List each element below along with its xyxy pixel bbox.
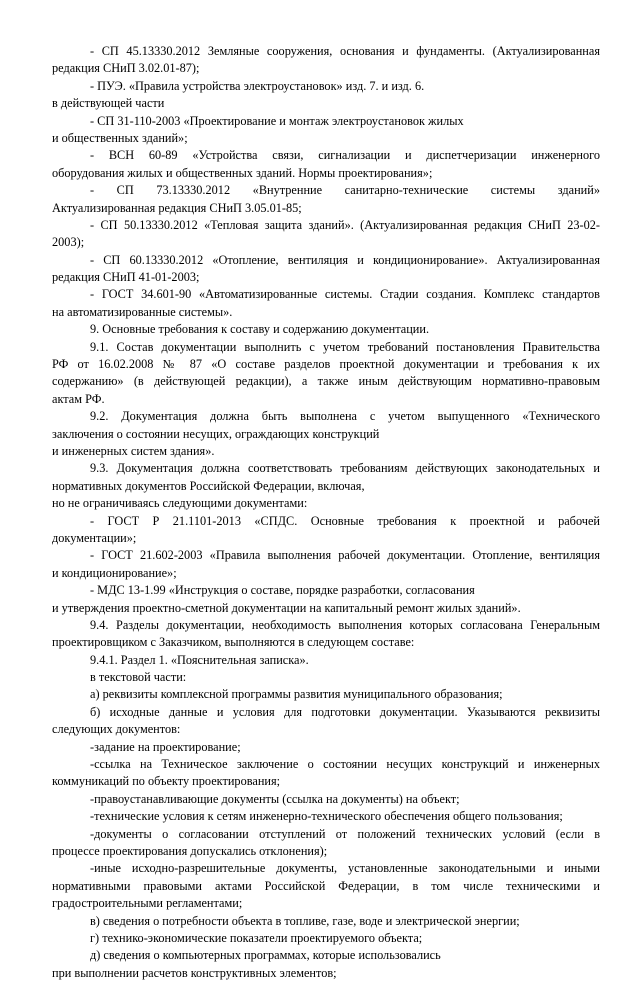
text-line: -правоустанавливающие документы (ссылка на документы) на объект; xyxy=(90,791,460,806)
text-line: документации»; xyxy=(52,530,137,545)
text-line: проектировщиком с Заказчиком, выполняются в следующем составе: xyxy=(52,635,415,650)
text-line: актам РФ. xyxy=(52,391,105,406)
text-line: нормативными правовыми актами Российской Федерации, в том числе техническими и xyxy=(52,878,600,893)
text-line: 9.4. Разделы документации, необходимость выполнения которых согласована Генеральным xyxy=(90,617,600,632)
text-line: 9.4.1. Раздел 1. «Пояснительная записка». xyxy=(90,652,309,667)
text-line: 9.1. Состав документации выполнить с учетом требований постановления Правительства xyxy=(90,339,600,354)
text-line: заключения о состоянии несущих, ограждающих конструкций xyxy=(52,426,380,441)
text-line: градостроительными регламентами; xyxy=(52,896,243,911)
text-line: нормативных документов Российской Федерации, включая, xyxy=(52,478,365,493)
text-line: - МДС 13-1.99 «Инструкция о составе, порядке разработки, согласования xyxy=(90,583,475,598)
text-line: редакция СНиП 41-01-2003; xyxy=(52,270,200,285)
text-line: 9. Основные требования к составу и содержанию документации. xyxy=(90,322,430,337)
text-line: -технические условия к сетям инженерно-технического обеспечения общего пользования; xyxy=(90,809,563,824)
text-line: в) сведения о потребности объекта в топливе, газе, воде и электрической энергии; xyxy=(90,913,520,928)
text-line: на автоматизированные системы». xyxy=(52,304,233,319)
text-line: и кондиционирование»; xyxy=(52,565,177,580)
text-line: - СП 73.13330.2012 «Внутренние санитарно-технические системы зданий» xyxy=(90,183,600,198)
text-line: -задание на проектирование; xyxy=(90,739,241,754)
text-line: редакция СНиП 3.02.01-87); xyxy=(52,61,200,76)
text-line: процессе проектирования допускались отклонения); xyxy=(52,843,328,858)
text-line: а) реквизиты комплексной программы развития муниципального образования; xyxy=(90,687,503,702)
text-line: - СП 45.13330.2012 Земляные сооружения, основания и фундаменты. (Актуализированная xyxy=(90,44,600,58)
text-line: - ГОСТ 34.601-90 «Автоматизированные системы. Стадии создания. Комплекс стандартов xyxy=(90,287,600,302)
text-line: РФ от 16.02.2008 № 87 «О составе разделов проектной документации и требования к их xyxy=(52,357,600,372)
text-line: - ГОСТ 21.602-2003 «Правила выполнения рабочей документации. Отопление, вентиляция xyxy=(90,548,600,563)
text-line: и утверждения проектно-сметной документации на капитальный ремонт жилых зданий». xyxy=(52,600,521,615)
text-line: в действующей части xyxy=(52,96,165,111)
text-line: г) технико-экономические показатели проектируемого объекта; xyxy=(90,930,423,945)
text-line: содержанию» (в действующей редакции), а также иным действующим нормативно-правовым xyxy=(52,374,600,389)
text-line: 9.2. Документация должна быть выполнена с учетом выпущенного «Технического xyxy=(90,409,600,424)
text-line: и инженерных систем здания». xyxy=(52,443,215,458)
text-line: коммуникаций по объекту проектирования; xyxy=(52,774,281,789)
text-line: 9.3. Документация должна соответствовать требованиям действующих законодательных и xyxy=(90,461,600,476)
text-line: следующих документов: xyxy=(52,722,181,737)
text-line: - СП 50.13330.2012 «Тепловая защита зданий». (Актуализированная редакция СНиП 23-02- xyxy=(90,217,600,232)
text-line: при выполнении расчетов конструктивных элементов; xyxy=(52,965,337,980)
text-line: в текстовой части: xyxy=(90,670,187,685)
text-line: Актуализированная редакция СНиП 3.05.01-85; xyxy=(52,200,302,215)
text-line: -иные исходно-разрешительные документы, установленные законодательными и иными xyxy=(90,861,600,876)
text-line: -ссылка на Техническое заключение о состоянии несущих конструкций и инженерных xyxy=(90,757,600,772)
text-line: - ВСН 60-89 «Устройства связи, сигнализации и диспетчеризации инженерного xyxy=(90,148,600,163)
text-line: - СП 60.13330.2012 «Отопление, вентиляция и кондиционирование». Актуализированная xyxy=(90,252,600,267)
text-line: б) исходные данные и условия для подготовки документации. Указываются реквизиты xyxy=(90,704,600,719)
document-page xyxy=(52,43,600,982)
text-line: и общественных зданий»; xyxy=(52,130,188,145)
text-line: оборудования жилых и общественных зданий. Нормы проектирования»; xyxy=(52,165,433,180)
text-line: д) сведения о компьютерных программах, которые использовались xyxy=(90,948,441,963)
text-line: но не ограничиваясь следующими документами: xyxy=(52,496,308,511)
text-line: 2003); xyxy=(52,235,85,250)
text-line: - ГОСТ Р 21.1101-2013 «СПДС. Основные требования к проектной и рабочей xyxy=(90,513,600,528)
text-line: -документы о согласовании отступлений от положений технических условий (если в xyxy=(90,826,600,841)
text-line: - СП 31-110-2003 «Проектирование и монтаж электроустановок жилых xyxy=(90,113,464,128)
text-line: - ПУЭ. «Правила устройства электроустановок» изд. 7. и изд. 6. xyxy=(90,78,425,93)
